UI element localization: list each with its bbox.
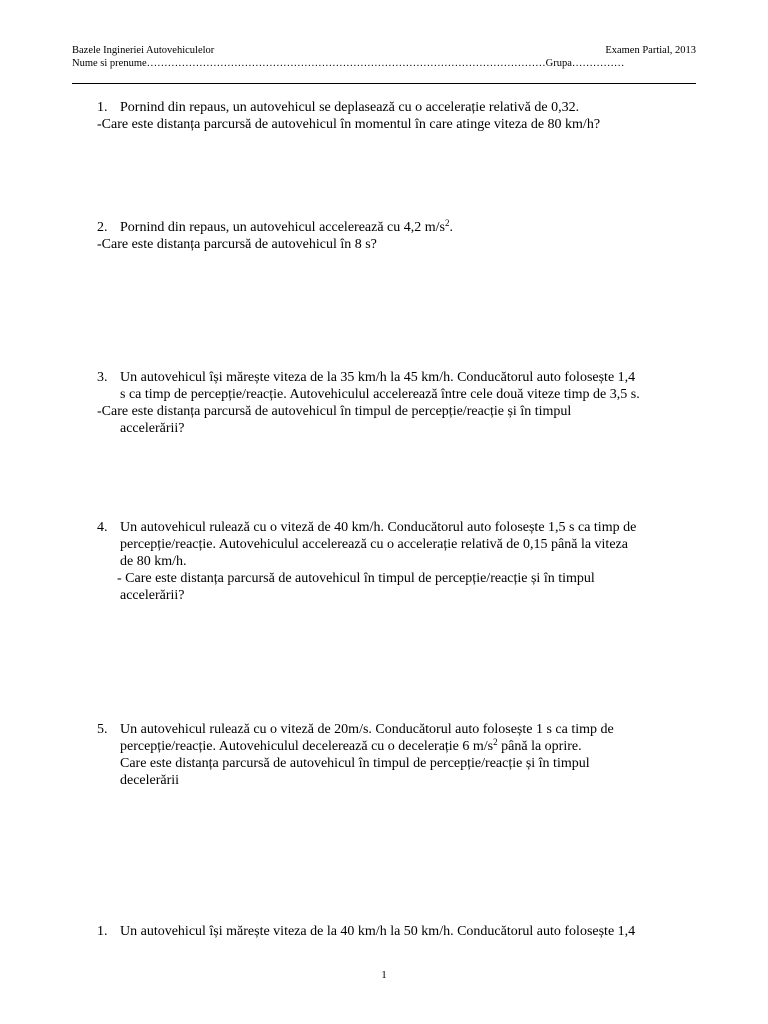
- problem-question-line: -Care este distanța parcursă de autovehicul în 8 s?: [97, 237, 377, 252]
- statement-text-end: .: [449, 220, 453, 235]
- problem-statement-line: Pornind din repaus, un autovehicul se deplasează cu o accelerație relativă de 0,32.: [120, 100, 580, 115]
- problem-question-line: -Care este distanța parcursă de autovehicul în timpul de percepție/reacție și în timpul: [97, 404, 572, 419]
- problem-number: 1.: [97, 924, 108, 939]
- problem-number: 4.: [97, 520, 108, 535]
- statement-text-end: până la oprire.: [497, 739, 582, 754]
- course-title: Bazele Ingineriei Autovehiculelor: [72, 45, 215, 56]
- problem-question-line: Care este distanța parcursă de autovehicul în timpul de percepție/reacție și în timpul: [120, 756, 590, 771]
- unit-exponent: 2: [493, 737, 498, 747]
- problem-statement-line: s ca timp de percepție/reacție. Autovehiculul accelerează între cele două viteze timp de 3,5 s.: [120, 387, 640, 402]
- problem-statement-line: Un autovehicul își mărește viteza de la 40 km/h la 50 km/h. Conducătorul auto folosește 1,4: [120, 924, 636, 939]
- problem-question-line: accelerării?: [120, 421, 185, 436]
- problem-statement-line: [120, 220, 453, 236]
- problem-statement-line: Un autovehicul își mărește viteza de la 35 km/h la 45 km/h. Conducătorul auto folosește 1,4: [120, 370, 636, 385]
- problem-statement-line: [120, 739, 582, 755]
- problem-number: 2.: [97, 220, 108, 235]
- problem-statement-line: Un autovehicul rulează cu o viteză de 20m/s. Conducătorul auto folosește 1 s ca timp de: [120, 722, 614, 737]
- problem-number: 3.: [97, 370, 108, 385]
- problem-question-line: -Care este distanța parcursă de autovehicul în momentul în care atinge viteza de 80 km/h?: [97, 117, 601, 132]
- header-divider: [72, 83, 696, 84]
- problem-statement-line: de 80 km/h.: [120, 554, 187, 569]
- name-group-line: Nume si prenume……………………………………………………………………………………………………Grupa……………: [72, 58, 625, 69]
- problem-number: 1.: [97, 100, 108, 115]
- problem-number: 5.: [97, 722, 108, 737]
- page-number: 1: [381, 969, 387, 981]
- statement-text: Pornind din repaus, un autovehicul accelerează cu 4,2 m/s: [120, 220, 445, 235]
- problem-question-line: accelerării?: [120, 588, 185, 603]
- problem-statement-line: Un autovehicul rulează cu o viteză de 40 km/h. Conducătorul auto folosește 1,5 s ca timp de: [120, 520, 637, 535]
- problem-question-line: - Care este distanța parcursă de autovehicul în timpul de percepție/reacție și în timpul: [117, 571, 595, 586]
- exam-title: Examen Partial, 2013: [605, 45, 696, 56]
- statement-text: percepție/reacție. Autovehiculul decelerează cu o decelerație 6 m/s: [120, 739, 494, 754]
- unit-exponent: 2: [445, 218, 450, 228]
- problem-question-line: decelerării: [120, 773, 180, 788]
- problem-statement-line: percepție/reacție. Autovehiculul accelerează cu o accelerație relativă de 0,15 până la viteza: [120, 537, 628, 552]
